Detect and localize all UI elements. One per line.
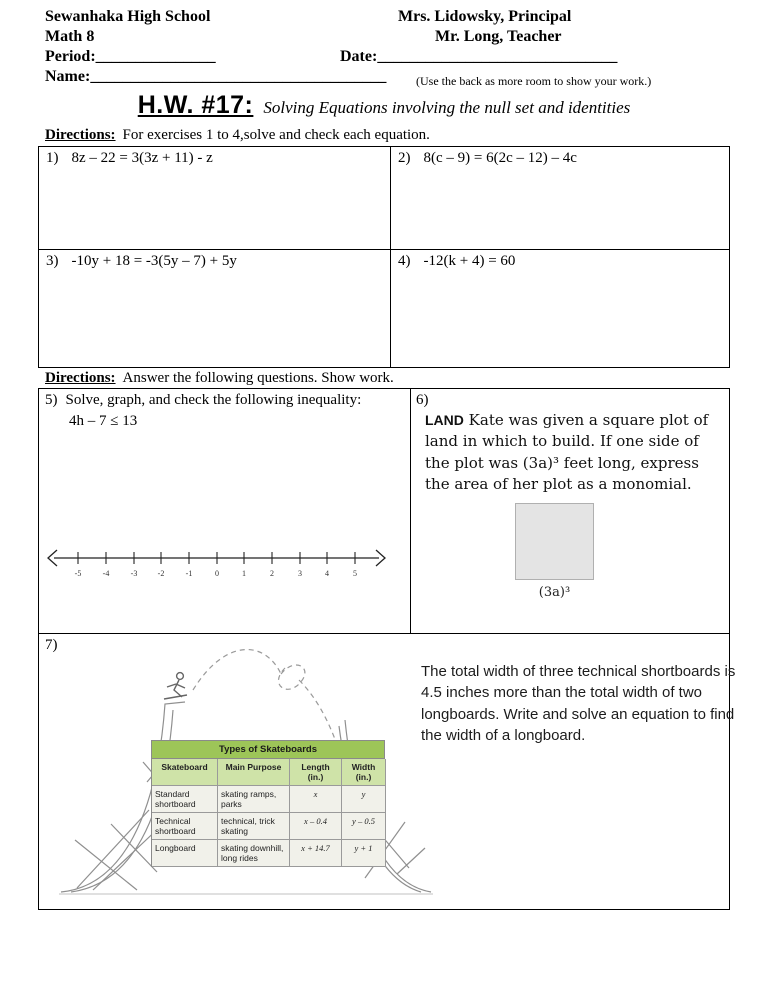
course-name: Math 8	[45, 28, 95, 45]
problem-4-number: 4)	[398, 253, 411, 269]
problem-5-prompt: Solve, graph, and check the following inequality:	[65, 392, 362, 408]
svg-text:1: 1	[242, 569, 246, 578]
school-name: Sewanhaka High School	[45, 8, 211, 25]
table-row-longboard-width: y + 1	[342, 840, 386, 867]
table-row-longboard-length: x + 14.7	[290, 840, 342, 867]
directions-1-text: For exercises 1 to 4,solve and check each equation.	[122, 127, 430, 143]
table-row-longboard-name: Longboard	[152, 840, 218, 867]
directions-1	[45, 127, 430, 144]
problem-6-body: Kate was given a square plot of land in which to build. If one side of the plot was (3a)³ feet long, express the area of her plot as a monomial.	[425, 411, 709, 493]
hw-subtitle: Solving Equations involving the null set and identities	[263, 98, 631, 117]
svg-text:3: 3	[298, 569, 302, 578]
equations-table	[38, 146, 730, 368]
table-row-technical-purpose: technical, trick skating	[218, 813, 290, 840]
number-line-labels	[75, 569, 357, 578]
directions-1-label: Directions:	[45, 127, 116, 143]
svg-text:-4: -4	[102, 569, 110, 578]
problem-6-text	[425, 410, 725, 495]
square-plot-label: (3a)³	[538, 585, 571, 600]
hw-number: H.W. #17:	[137, 91, 254, 119]
svg-text:4: 4	[325, 569, 329, 578]
svg-text:-1: -1	[185, 569, 193, 578]
problem-1-equation: 8z – 22 = 3(3z + 11) - z	[71, 150, 213, 166]
skateboard-table	[151, 740, 385, 867]
svg-text:0: 0	[215, 569, 219, 578]
table-row-technical-width: y – 0.5	[342, 813, 386, 840]
table-row-longboard-purpose: skating downhill, long rides	[218, 840, 290, 867]
skateboard-table-title: Types of Skateboards	[151, 740, 385, 758]
table-row-standard-length: x	[290, 786, 342, 813]
date-field: Date:______________________________	[340, 48, 618, 65]
col-header-skateboard: Skateboard	[152, 759, 218, 786]
directions-2	[45, 370, 394, 387]
number-line	[44, 545, 389, 583]
problem-5-number: 5)	[45, 392, 58, 408]
problem-7-number: 7)	[45, 637, 58, 653]
skater-left	[164, 673, 187, 699]
teacher-name: Mr. Long, Teacher	[435, 28, 562, 45]
table-row-technical-name: Technical shortboard	[152, 813, 218, 840]
col-header-width: Width (in.)	[342, 759, 386, 786]
problem-3-cell	[39, 250, 391, 367]
svg-text:5: 5	[353, 569, 357, 578]
directions-2-text: Answer the following questions. Show work.	[122, 370, 394, 386]
principal-name: Mrs. Lidowsky, Principal	[398, 8, 572, 25]
problem-5-cell	[39, 389, 411, 634]
problem-3-equation: -10y + 18 = -3(5y – 7) + 5y	[71, 253, 237, 269]
problem-2-cell	[391, 147, 729, 250]
problem-4-cell	[391, 250, 729, 367]
problem-7-cell	[39, 634, 736, 909]
name-field: Name:_____________________________________	[45, 68, 387, 85]
problem-5-inequality: 4h – 7 ≤ 13	[69, 413, 138, 429]
svg-text:2: 2	[270, 569, 274, 578]
col-header-length: Length (in.)	[290, 759, 342, 786]
problem-1-number: 1)	[46, 150, 59, 166]
questions-table	[38, 388, 736, 910]
assignment-title	[0, 91, 768, 120]
problem-1-cell	[39, 147, 391, 250]
svg-text:-3: -3	[130, 569, 138, 578]
problem-3-number: 3)	[46, 253, 59, 269]
back-note: (Use the back as more room to show your work.)	[416, 74, 652, 88]
problem-2-number: 2)	[398, 150, 411, 166]
table-row-technical-length: x – 0.4	[290, 813, 342, 840]
square-plot-figure	[515, 503, 594, 580]
table-row-standard-name: Standard shortboard	[152, 786, 218, 813]
table-row-standard-width: y	[342, 786, 386, 813]
col-header-main-purpose: Main Purpose	[218, 759, 290, 786]
problem-6-keyword: LAND	[425, 412, 464, 428]
table-row-standard-purpose: skating ramps, parks	[218, 786, 290, 813]
problem-2-equation: 8(c – 9) = 6(2c – 12) – 4c	[423, 150, 577, 166]
svg-text:-2: -2	[157, 569, 165, 578]
period-field: Period:_______________	[45, 48, 216, 65]
problem-4-equation: -12(k + 4) = 60	[423, 253, 516, 269]
problem-7-text: The total width of three technical shortboards is 4.5 inches more than the total width of two longboards. Write and solve an equation to find the width of a longboard.	[421, 663, 736, 745]
problem-6-number: 6)	[416, 392, 429, 408]
problem-6-cell	[411, 389, 729, 634]
directions-2-label: Directions:	[45, 370, 116, 386]
svg-text:-5: -5	[74, 569, 82, 578]
